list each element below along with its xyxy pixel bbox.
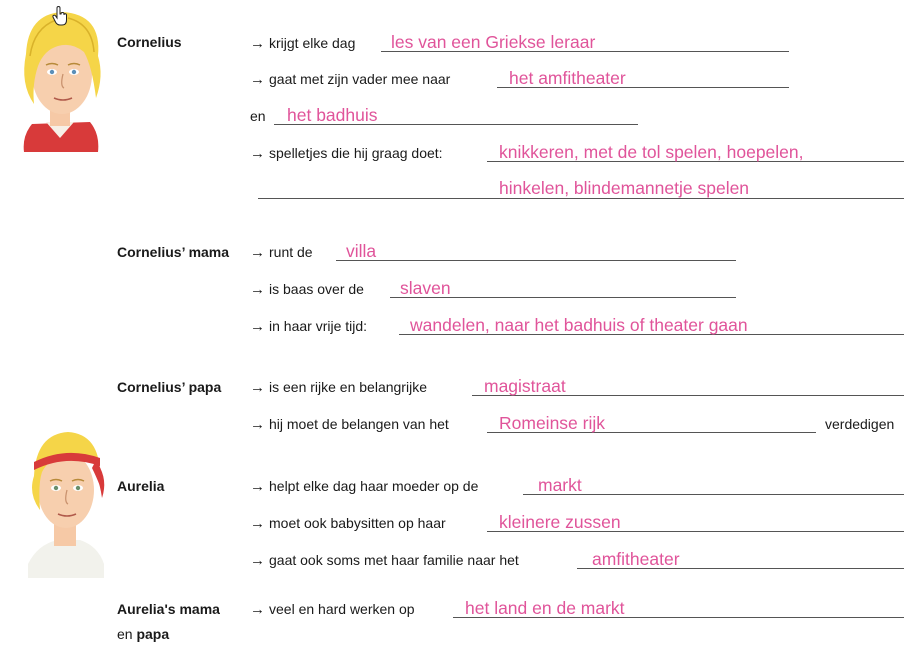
arrow-icon: →: [250, 35, 265, 52]
aurelia-q1-answer: markt: [538, 475, 582, 495]
aurelia-parents-q1-prompt: → veel en hard werken op: [250, 601, 415, 618]
cornelius-mama-q1-prompt: → runt de: [250, 244, 313, 261]
cornelius-mama-q2-answer: slaven: [400, 278, 451, 298]
cornelius-papa-q2-suffix: verdedigen: [825, 416, 895, 432]
aurelia-q2-answer: kleinere zussen: [499, 512, 621, 532]
arrow-icon: →: [250, 552, 265, 569]
aurelia-parents-q1-answer: het land en de markt: [465, 598, 625, 618]
aurelia-q1-prompt: → helpt elke dag haar moeder op de: [250, 478, 479, 495]
cornelius-mama-q2-prompt: → is baas over de: [250, 281, 364, 298]
aurelia-parents-heading: Aurelia's mama: [117, 601, 220, 617]
cornelius-q4-answer-2: hinkelen, blindemannetje spelen: [499, 178, 750, 198]
cornelius-mama-q3-prompt: → in haar vrije tijd:: [250, 318, 368, 335]
cornelius-portrait: [10, 6, 110, 154]
cornelius-q4-prompt: → spelletjes die hij graag doet:: [250, 145, 443, 162]
cornelius-q1-prompt: → krijgt elke dag: [250, 35, 356, 52]
aurelia-heading: Aurelia: [117, 478, 165, 494]
arrow-icon: →: [250, 318, 265, 335]
arrow-icon: →: [250, 416, 265, 433]
cornelius-q2-prompt: → gaat met zijn vader mee naar: [250, 71, 451, 88]
arrow-icon: →: [250, 145, 265, 162]
cornelius-mama-q1-answer: villa: [346, 241, 377, 261]
arrow-icon: →: [250, 281, 265, 298]
arrow-icon: →: [250, 478, 265, 495]
arrow-icon: →: [250, 601, 265, 618]
aurelia-portrait: [18, 424, 110, 578]
arrow-icon: →: [250, 515, 265, 532]
cornelius-papa-q2-answer: Romeinse rijk: [499, 413, 605, 433]
cornelius-q2-answer: het amfitheater: [509, 68, 626, 88]
cornelius-q4-answer: knikkeren, met de tol spelen, hoepelen,: [499, 142, 804, 162]
aurelia-parents-heading-line2: en papa: [117, 626, 170, 642]
cornelius-papa-q1-answer: magistraat: [484, 376, 566, 396]
cornelius-mama-q3-answer: wandelen, naar het badhuis of theater gaan: [410, 315, 748, 335]
arrow-icon: →: [250, 379, 265, 396]
cornelius-q3-prompt: en: [250, 108, 266, 124]
cornelius-q1-answer: les van een Griekse leraar: [391, 32, 596, 52]
cornelius-papa-heading: Cornelius’ papa: [117, 379, 222, 395]
cornelius-mama-heading: Cornelius’ mama: [117, 244, 230, 260]
aurelia-q3-prompt: → gaat ook soms met haar familie naar het: [250, 552, 519, 569]
aurelia-q3-answer: amfitheater: [592, 549, 680, 569]
cornelius-heading: Cornelius: [117, 34, 182, 50]
cornelius-papa-q1-prompt: → is een rijke en belangrijke: [250, 379, 427, 396]
arrow-icon: →: [250, 244, 265, 261]
aurelia-q2-prompt: → moet ook babysitten op haar: [250, 515, 446, 532]
cornelius-mama-q1-blank[interactable]: [336, 238, 736, 261]
cornelius-papa-q2-prompt: → hij moet de belangen van het: [250, 416, 449, 433]
cornelius-q3-answer: het badhuis: [287, 105, 378, 125]
hand-cursor-icon: [52, 6, 68, 26]
arrow-icon: →: [250, 71, 265, 88]
